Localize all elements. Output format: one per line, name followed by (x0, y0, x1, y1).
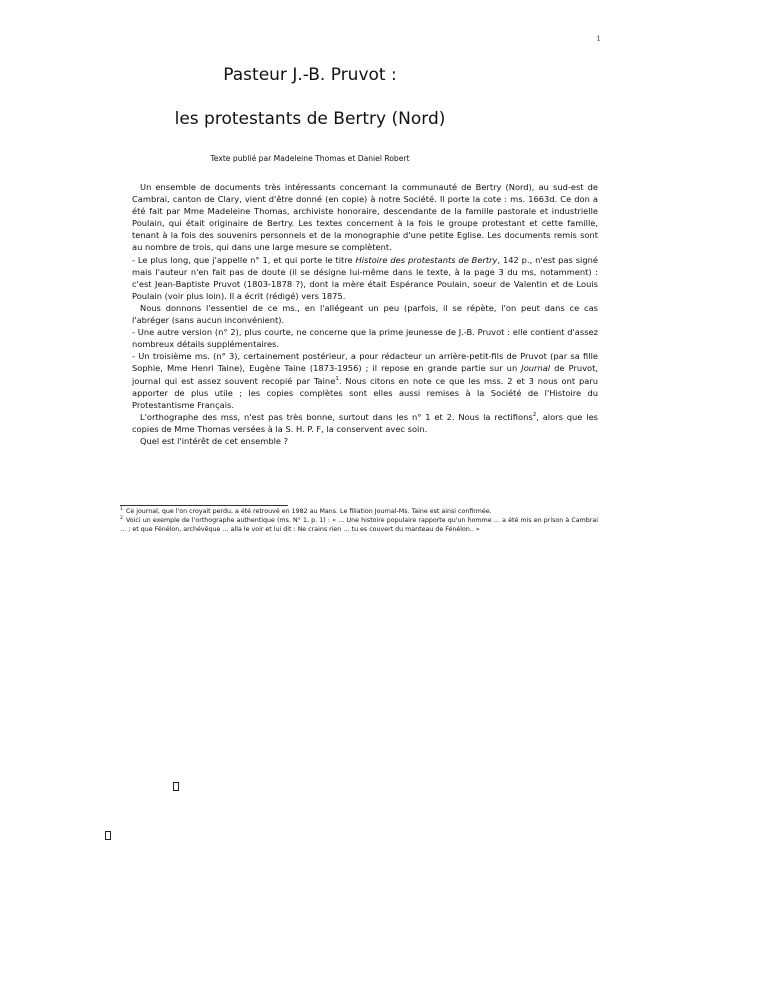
footnote-text: Voici un exemple de l'orthographe authentique (ms. N° 1, p. 1) : « … Une histoire populaire rapporte qu'un homme … a été mis en prison à Cambrai … ; et que Fénélon, archévêque … alla le voir et lui dit : Ne crains rien … tu es couvert du manteau de Fénélon.. » (120, 516, 598, 533)
document-title: Pasteur J.-B. Pruvot : (223, 65, 397, 85)
footnote-2 (120, 517, 598, 535)
document-subtitle: les protestants de Bertry (Nord) (174, 109, 446, 129)
footnote-text: Ce journal, que l'on croyait perdu, a été retrouvé en 1982 au Mans. Le filiation Journal-Ms. Taine est ainsi confirmée. (125, 508, 492, 515)
footnote-mark: 2 (120, 515, 123, 521)
footnote-separator (120, 505, 288, 506)
footnote-1 (120, 508, 598, 517)
paragraph-orthography (132, 411, 598, 435)
text-run: L'orthographe des mss, n'est pas très bonne, surtout dans les n° 1 et 2. Nous la rectifions (140, 411, 533, 422)
text-run: . Nous citons en note ce que les mss. 2 et 3 nous ont paru apporter de plus utile ; les copies complètes sont elles aussi remises à la Société de l'Histoire du Protestantisme Français. (132, 375, 598, 410)
paragraph-second-document: - Une autre version (n° 2), plus courte, ne concerne que la prime jeunesse de J.-B. Pruvot : elle contient d'assez nombreux détails supplémentaires. (132, 327, 598, 350)
work-title: Histoire des protestants de Bertry (355, 254, 498, 265)
footnote-ref-1[interactable]: 1 (335, 375, 339, 382)
paragraph-question: Quel est l'intérêt de cet ensemble ? (140, 435, 289, 446)
byline: Texte publié par Madeleine Thomas et Daniel Robert (210, 154, 410, 163)
paragraph-intro: Un ensemble de documents très intéressants concernant la communauté de Bertry (Nord), au sud-est de Cambrai, canton de Clary, vient d'être donné (en copie) à notre Société. Il porte la cote : ms. 1663d. Ce don a été fait par Mme Madeleine Thomas, archiviste honoraire, descendante de la famille pastorale et industrielle Poulain, qui était originaire de Bertry. Les textes concernent à la fois le groupe protestant et cette famille, tenant à la fois des souvenirs personnels et de la monographie d'une petite Eglise. Les documents remis sont au nombre de trois, qui dans une large mesure se complètent. (132, 182, 598, 253)
page-number: 1 (596, 35, 601, 43)
text-run: de Pruvot, journal qui est assez souvent recopié par Taine (132, 363, 598, 386)
paragraph-third-document (132, 350, 598, 410)
text-run: - Le plus long, que j'appelle n° 1, et qui porte le titre (132, 254, 356, 265)
footnote-mark: 1 (120, 506, 123, 512)
missing-glyph-box (105, 831, 111, 840)
text-run: - Un troisième ms. (n° 3), certainement postérieur, a pour rédacteur un arrière-petit-fils de Pruvot (par sa fille Sophie, Mme Henri Taine), Eugène Taine (1873-1956) ; il repose en grande partie sur un (132, 351, 598, 374)
paragraph-first-document (132, 254, 598, 302)
footnotes (120, 508, 598, 534)
body-text (132, 181, 598, 447)
journal-title: Journal (521, 363, 551, 374)
footnote-ref-2[interactable]: 2 (532, 412, 537, 419)
text-run: , alors que les copies de Mme Thomas versées à la S. H. P. F, la conservent avec soin. (132, 411, 598, 434)
missing-glyph-box (173, 782, 179, 791)
paragraph-summary: Nous donnons l'essentiel de ce ms., en l'allégeant un peu (parfois, il se répète, l'on peut dans ce cas l'abréger (sans aucun inconvénient). (132, 302, 598, 326)
text-run: , 142 p., n'est pas signé mais l'auteur n'en fait pas de doute (il se désigne lui-même dans le texte, à la page 3 du ms, notamment) : c'est Jean-Baptiste Pruvot (1803-1878 ?), dont la mère était Espérance Poulain, soeur de Valentin et de Louis Poulain (voir plus loin). Il a écrit (rédigé) vers 1875. (132, 254, 598, 301)
